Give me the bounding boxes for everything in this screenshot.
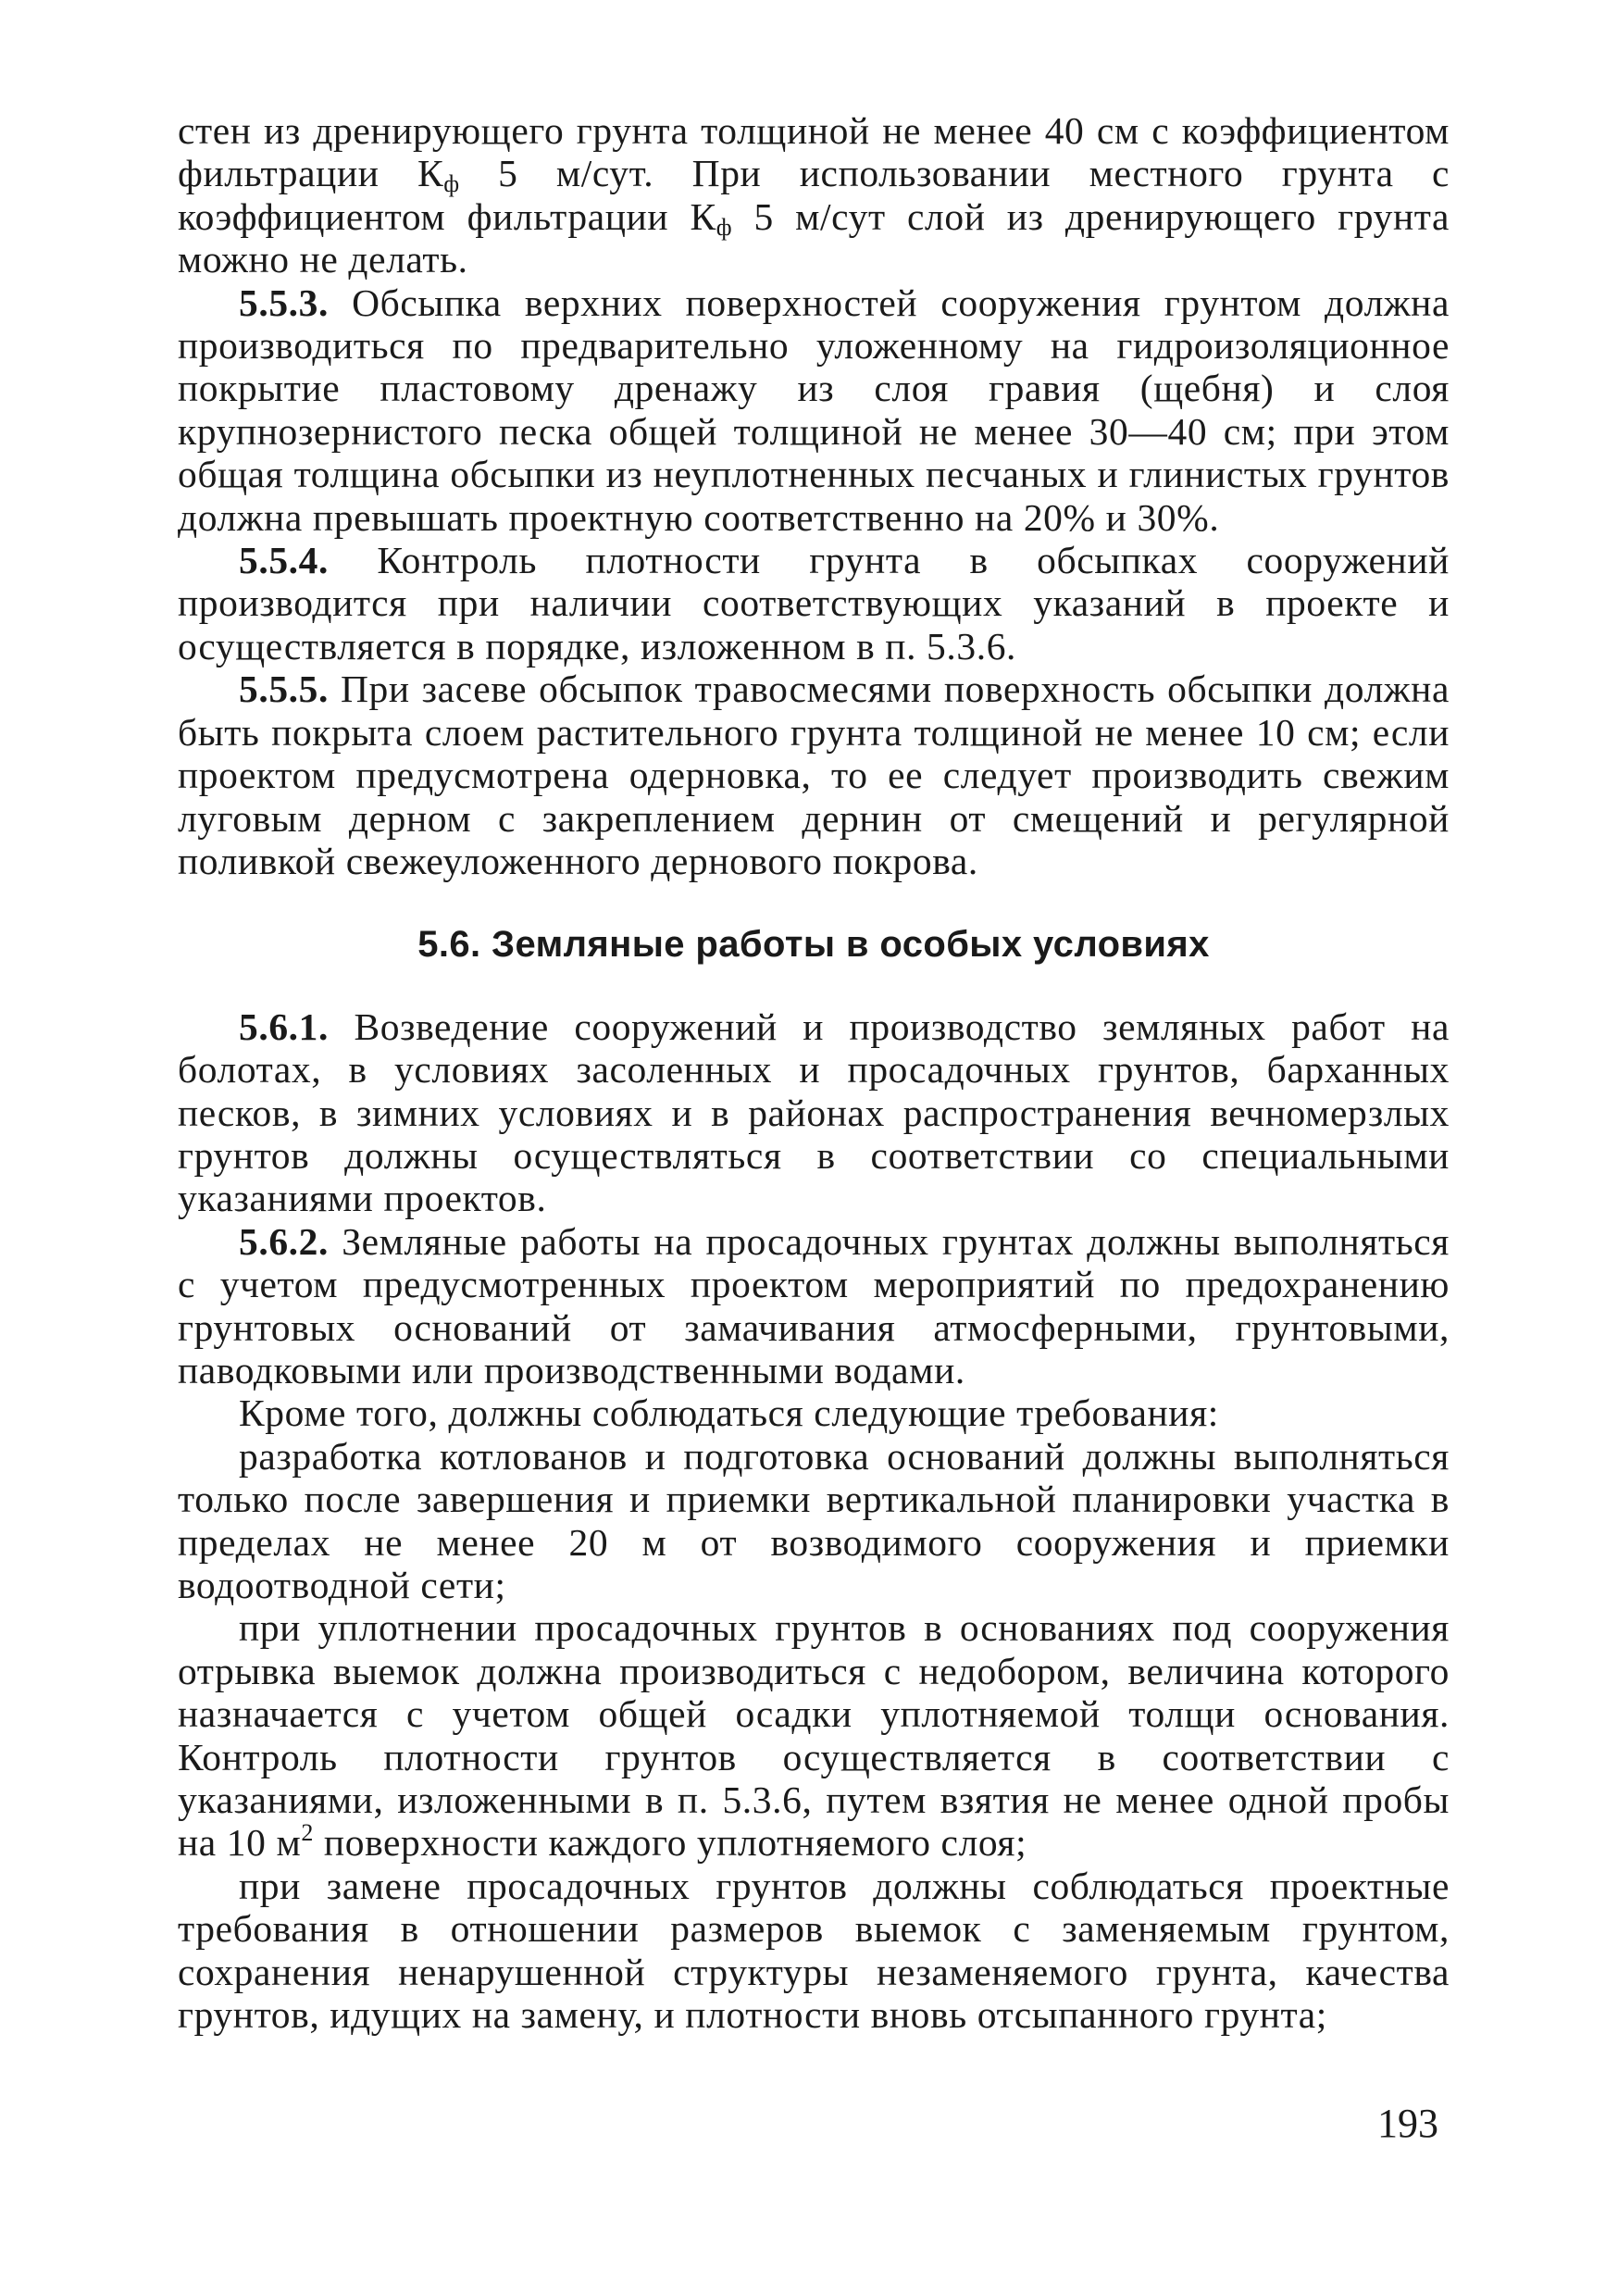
clause-text: Обсыпка верхних поверхностей сооружения грунтом должна производиться по предварительно уложенному на гидроизоляционное покрытие пластовому дренажу из слоя гравия (щебня) и слоя крупнозернистого песка общей толщиной не менее 30—40 см; при этом общая толщина обсыпки из неуплотненных песчаных и глинистых грунтов должна превышать проектную соответственно на 20% и 30%. [178, 281, 1450, 539]
clause-number: 5.6.1. [239, 1004, 329, 1048]
clause-text: Возведение сооружений и производство земляных работ на болотах, в условиях засоленных и просадочных грунтов, барханных песков, в зимних условиях и в районах распространения вечномерзлых грунтов должны осуществляться в соответствии со специальными указаниями проектов. [178, 1004, 1450, 1220]
clause-number: 5.5.3. [239, 281, 329, 324]
paragraph-5-5-4 [178, 539, 1450, 668]
section-heading: 5.6. Земляные работы в особых условиях [417, 924, 1210, 966]
paragraph-5-5-5 [178, 668, 1450, 882]
page-body [178, 109, 1450, 2036]
paragraph-5-6-2 [178, 1220, 1450, 1392]
clause-text: Контроль плотности грунта в обсыпках сооружений производится при наличии соответствующих указаний в проекте и осуществляется в порядке, изложенном в п. 5.3.6. [178, 539, 1450, 668]
clause-text: Земляные работы на просадочных грунтах должны выполняться с учетом предусмотренных проектом мероприятий по предохранению грунтовых оснований от замачивания атмосферными, грунтовыми, паводковыми или производственными водами. [178, 1219, 1450, 1391]
clause-number: 5.6.2. [239, 1219, 329, 1263]
subscript: ф [716, 213, 733, 241]
subscript: ф [443, 170, 460, 198]
list-item-compaction [178, 1606, 1450, 1864]
text-run: 5 м/сут. При использовании местного грунта с коэффициентом фильтрации К [178, 152, 1450, 238]
text-run: при уплотнении просадочных грунтов в основаниях под сооружения отрывка выемок должна производиться с недобором, величина которого назначается с учетом общей осадки уплотняемой толщи основания. Контроль плотности грунтов осуществляется в соответствии с указаниями, изложенными в п. 5.3.6, путем взятия не менее одной пробы на 10 м [178, 1606, 1450, 1865]
paragraph-5-5-3 [178, 281, 1450, 539]
text-run: стен из дренирующего грунта толщиной не менее 40 см с коэффициентом фильтрации К [178, 109, 1450, 195]
text-run: 5 м/сут слой из дренирующего грунта можно не делать. [178, 194, 1450, 281]
paragraph-5-6-1 [178, 1005, 1450, 1220]
list-item-replacement: при замене просадочных грунтов должны соблюдаться проектные требования в отношении размеров выемок с заменяемым грунтом, сохранения ненарушенной структуры незаменяемого грунта, качества грунтов, идущих на замену, и плотности вновь отсыпанного грунта; [178, 1864, 1450, 2037]
list-item-excavation: разработка котлованов и подготовка оснований должны выполняться только после завершения и приемки вертикальной планировки участка в пределах не менее 20 м от возводимого сооружения и приемки водоотводной сети; [178, 1434, 1450, 1606]
paragraph-continuation [178, 109, 1450, 281]
clause-number: 5.5.4. [239, 539, 329, 582]
paragraph-requirements: Кроме того, должны соблюдаться следующие требования: [239, 1391, 1219, 1435]
text-run: поверхности каждого уплотняемого слоя; [313, 1821, 1027, 1865]
clause-number: 5.5.5. [239, 668, 329, 711]
clause-text: При засеве обсыпок травосмесями поверхность обсыпки должна быть покрыта слоем растительного грунта толщиной не менее 10 см; если проектом предусмотрена одерновка, то ее следует производить свежим луговым дерном с закреплением дернин от смещений и регулярной поливкой свежеуложенного дернового покрова. [178, 668, 1450, 882]
superscript: 2 [301, 1819, 314, 1847]
page-number: 193 [1377, 2101, 1438, 2146]
